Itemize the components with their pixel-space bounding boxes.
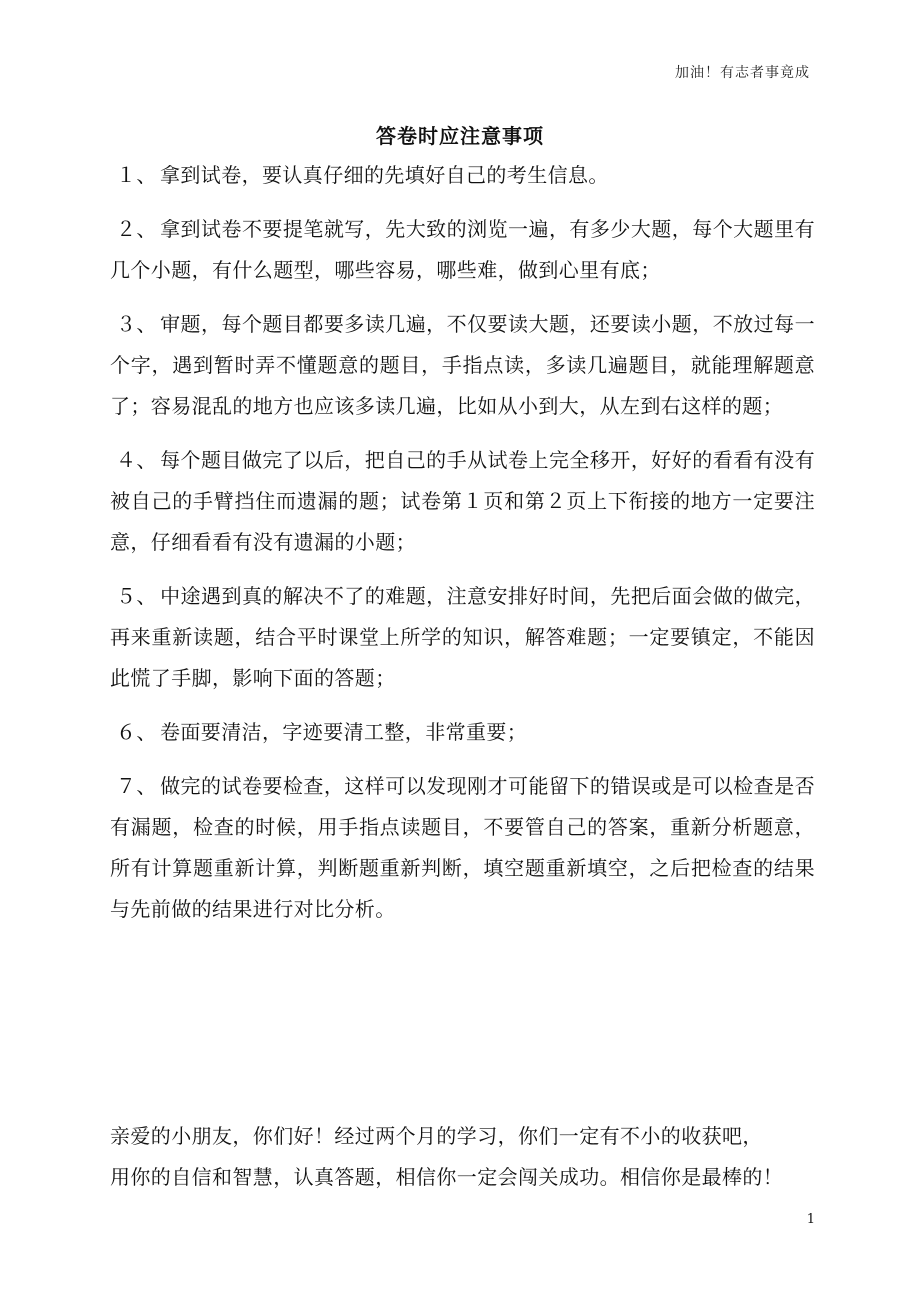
- list-item: [110, 155, 815, 196]
- list-item: [110, 576, 815, 699]
- list-item: [110, 304, 815, 427]
- page-title: 答卷时应注意事项: [376, 124, 544, 148]
- header-motto: 加油！有志者事竟成: [675, 65, 810, 81]
- item-text: 每个题目做完了以后，把自己的手从试卷上完全移开，好好的看看有没有被自己的手臂挡住而遗漏的题；试卷第１页和第２页上下衔接的地方一定要注意，仔细看看有没有遗漏的小题；: [110, 448, 815, 554]
- item-number: ２、: [116, 217, 157, 241]
- item-text: 审题，每个题目都要多读几遍，不仅要读大题，还要读小题，不放过每一个字，遇到暂时弄不懂题意的题目，手指点读，多读几遍题目，就能理解题意了；容易混乱的地方也应该多读几遍，比如从小到大，从左到右这样的题；: [110, 312, 815, 418]
- item-number: ３、: [116, 312, 157, 336]
- item-text: 中途遇到真的解决不了的难题，注意安排好时间，先把后面会做的做完，再来重新读题，结合平时课堂上所学的知识，解答难题；一定要镇定，不能因此慌了手脚，影响下面的答题；: [110, 584, 815, 690]
- item-number: ４、: [116, 448, 157, 472]
- item-text: 卷面要清洁，字迹要清工整，非常重要；: [160, 720, 528, 744]
- list-item: [110, 209, 815, 291]
- list-item: [110, 712, 815, 753]
- item-number: ５、: [116, 584, 157, 608]
- item-number: １、: [116, 163, 157, 187]
- item-text: 做完的试卷要检查，这样可以发现刚才可能留下的错误或是可以检查是否有漏题，检查的时候，用手指点读题目，不要管自己的答案，重新分析题意，所有计算题重新计算，判断题重新判断，填空题重新填空，之后把检查的结果与先前做的结果进行对比分析。: [110, 774, 815, 921]
- closing-line-2: 用你的自信和智慧，认真答题，相信你一定会闯关成功。相信你是最棒的！: [110, 1165, 784, 1189]
- list-item: [110, 766, 815, 930]
- instruction-list: [110, 155, 815, 943]
- page-number: 1: [806, 1212, 815, 1227]
- item-number: ７、: [116, 774, 157, 798]
- item-number: ６、: [116, 720, 157, 744]
- item-text: 拿到试卷，要认真仔细的先填好自己的考生信息。: [160, 163, 609, 187]
- closing-line-1: 亲爱的小朋友，你们好！经过两个月的学习，你们一定有不小的收获吧，: [110, 1124, 763, 1148]
- closing-message: [110, 1116, 820, 1198]
- list-item: [110, 440, 815, 563]
- item-text: 拿到试卷不要提笔就写，先大致的浏览一遍，有多少大题，每个大题里有几个小题，有什么题型，哪些容易，哪些难，做到心里有底；: [110, 217, 815, 282]
